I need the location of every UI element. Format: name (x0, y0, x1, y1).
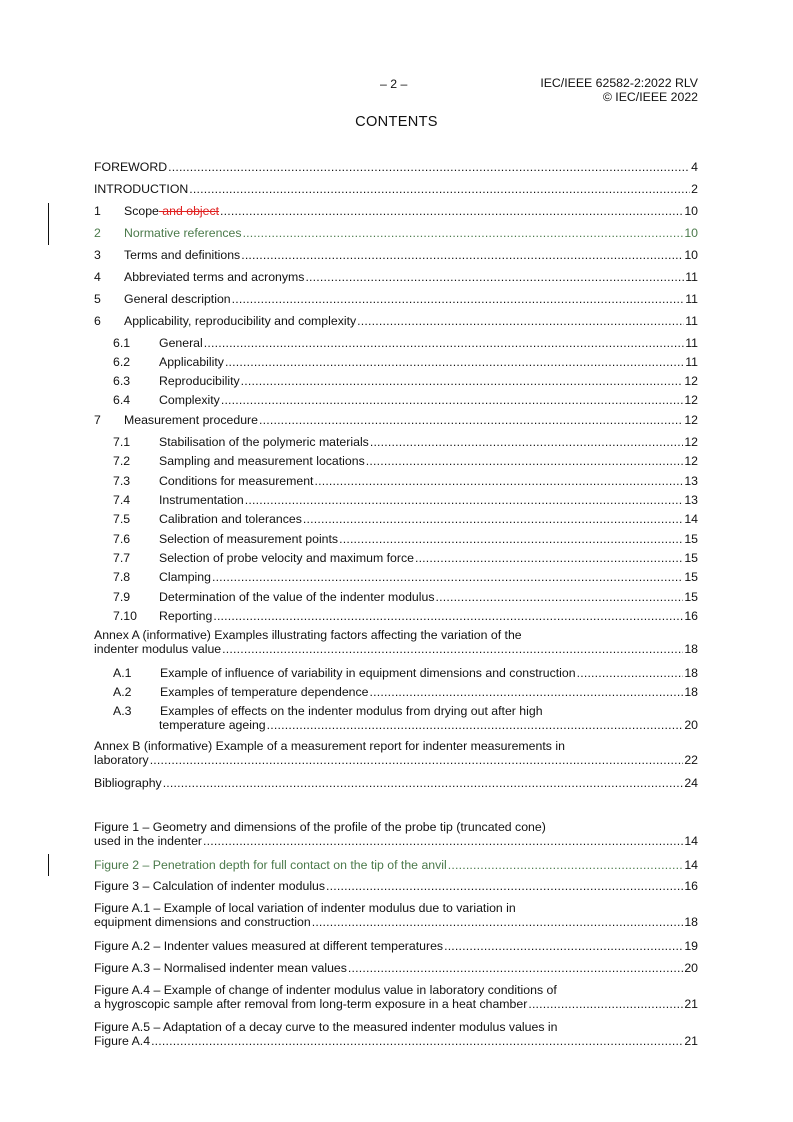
dot-leader (528, 997, 683, 1011)
toc-entry-number: 7.3 (113, 474, 131, 488)
toc-entry-number: 7.5 (113, 512, 131, 526)
toc-entry-page: 12 (684, 393, 698, 407)
page-header (0, 77, 793, 117)
dot-leader (370, 685, 684, 699)
toc-entry-title-line1: Examples of effects on the indenter modulus from drying out after high (160, 704, 543, 718)
dot-leader (204, 336, 684, 350)
toc-entry-title: Applicability (159, 355, 224, 369)
dot-leader (267, 718, 684, 732)
toc-figure-a-4[interactable] (94, 983, 698, 1011)
page-number: – 2 – (380, 77, 408, 91)
toc-entry-title: Selection of probe velocity and maximum force (159, 551, 414, 565)
dot-leader (168, 160, 690, 174)
dot-leader (314, 474, 683, 488)
toc-entry-title: Bibliography (94, 776, 162, 790)
dot-leader (577, 666, 684, 680)
toc-figure-a-3[interactable] (94, 961, 698, 975)
toc-entry-number: 6.2 (113, 355, 131, 369)
toc-entry-annex-a[interactable] (94, 628, 698, 656)
dot-leader (222, 642, 683, 656)
dot-leader (245, 493, 684, 507)
toc-entry-6-4-complexity[interactable] (94, 393, 698, 407)
figure-title: Figure 3 – Calculation of indenter modulus (94, 879, 326, 893)
toc-entry-7-10[interactable] (94, 609, 698, 623)
figure-title-line1: Figure A.5 – Adaptation of a decay curve to the measured indenter modulus values in (94, 1020, 558, 1034)
toc-entry-title: Reproducibility (159, 374, 240, 388)
figure-title-line2: a hygroscopic sample after removal from long-term exposure in a heat chamber (94, 997, 528, 1011)
toc-entry-page: 10 (684, 248, 698, 262)
toc-entry-page: 20 (684, 718, 698, 732)
toc-entry-number: 6.4 (113, 393, 131, 407)
toc-entry-page: 24 (684, 776, 698, 790)
toc-entry-page: 10 (684, 204, 698, 218)
toc-entry-title: Examples of temperature dependence (160, 685, 369, 699)
toc-entry-number: 7 (94, 413, 101, 427)
toc-entry-page: 15 (684, 570, 698, 584)
toc-entry-title-line2: indenter modulus value (94, 642, 222, 656)
toc-entry-6-2-applicability[interactable] (94, 355, 698, 369)
figure-title-line2: Figure A.4 (94, 1034, 151, 1048)
figure-page: 21 (684, 997, 698, 1011)
toc-entry-7-2[interactable] (94, 454, 698, 468)
toc-entry-applicability-section[interactable] (94, 314, 698, 328)
dot-leader (212, 570, 683, 584)
figure-page: 19 (684, 939, 698, 953)
toc-entry-title: Stabilisation of the polymeric materials (159, 435, 369, 449)
toc-entry-number: A.3 (113, 704, 132, 718)
toc-entry-page: 15 (684, 551, 698, 565)
toc-entry-number: 7.9 (113, 590, 131, 604)
toc-entry-6-3-reproducibility[interactable] (94, 374, 698, 388)
toc-figure-1[interactable] (94, 820, 698, 848)
dot-leader (189, 182, 690, 196)
toc-entry-title: Complexity (159, 393, 220, 407)
toc-figure-a-5[interactable] (94, 1020, 698, 1048)
figure-page: 21 (684, 1034, 698, 1048)
dot-leader (370, 435, 683, 449)
toc-entry-page: 15 (684, 590, 698, 604)
toc-entry-title: Applicability, reproducibility and complexity (124, 314, 357, 328)
toc-entry-measurement-procedure[interactable] (94, 413, 698, 427)
toc-entry-title: Measurement procedure (124, 413, 258, 427)
toc-entry-7-5[interactable] (94, 512, 698, 526)
change-bar-figure-2 (48, 854, 49, 876)
dot-leader (163, 776, 684, 790)
figure-page: 16 (684, 879, 698, 893)
dot-leader (150, 753, 684, 767)
dot-leader (259, 413, 683, 427)
toc-entry-number: 7.8 (113, 570, 131, 584)
toc-entry-7-3[interactable] (94, 474, 698, 488)
figure-title-line1: Figure 1 – Geometry and dimensions of the profile of the probe tip (truncated cone) (94, 820, 546, 834)
toc-entry-number: 7.4 (113, 493, 131, 507)
deleted-text: and object (158, 204, 220, 218)
figure-title-line2: used in the indenter (94, 834, 203, 848)
figure-page: 14 (684, 858, 698, 872)
toc-entry-number: 7.7 (113, 551, 131, 565)
toc-entry-title: General description (124, 292, 231, 306)
toc-entry-number: A.1 (113, 666, 132, 680)
toc-entry-number: 3 (94, 248, 101, 262)
toc-entry-number: 7.2 (113, 454, 131, 468)
dot-leader (225, 355, 684, 369)
toc-entry-page: 12 (684, 374, 698, 388)
toc-entry-number: 4 (94, 270, 101, 284)
toc-entry-page: 2 (691, 182, 698, 196)
toc-entry-title: Selection of measurement points (159, 532, 339, 546)
toc-entry-page: 11 (685, 292, 698, 306)
dot-leader (213, 609, 683, 623)
toc-entry-number: 6 (94, 314, 101, 328)
toc-entry-7-9[interactable] (94, 590, 698, 604)
toc-entry-title: Abbreviated terms and acronyms (124, 270, 305, 284)
toc-entry-page: 11 (685, 355, 698, 369)
figure-page: 14 (684, 834, 698, 848)
toc-entry-page: 13 (684, 493, 698, 507)
toc-entry-7-8[interactable] (94, 570, 698, 584)
figure-title-line2: equipment dimensions and construction (94, 915, 311, 929)
toc-figure-2[interactable] (94, 858, 698, 872)
toc-entry-page: 13 (684, 474, 698, 488)
toc-figure-a-1[interactable] (94, 901, 698, 929)
toc-title: CONTENTS (355, 114, 438, 130)
toc-entry-number: 7.1 (113, 435, 131, 449)
toc-entry-page: 16 (684, 609, 698, 623)
toc-entry-title-line2: temperature ageing (159, 718, 266, 732)
toc-entry-title: Determination of the value of the indenter modulus (159, 590, 435, 604)
dot-leader (220, 204, 683, 218)
dot-leader (305, 270, 684, 284)
toc-entry-page: 4 (691, 160, 698, 174)
toc-figure-3[interactable] (94, 879, 698, 893)
toc-entry-page: 15 (684, 532, 698, 546)
toc-entry-terms-and-definitions[interactable] (94, 248, 698, 262)
toc-entry-normative-references[interactable] (94, 226, 698, 240)
dot-leader (357, 314, 684, 328)
toc-entry-7-6[interactable] (94, 532, 698, 546)
toc-entry-page: 18 (684, 666, 698, 680)
dot-leader (448, 858, 684, 872)
toc-entry-number: 7.6 (113, 532, 131, 546)
toc-entry-number: A.2 (113, 685, 132, 699)
copyright-line: © IEC/IEEE 2022 (602, 89, 698, 104)
dot-leader (339, 532, 683, 546)
dot-leader (303, 512, 683, 526)
toc-entry-title: Instrumentation (159, 493, 244, 507)
dot-leader (221, 393, 683, 407)
figure-title: Figure A.2 – Indenter values measured at different temperatures (94, 939, 444, 953)
toc-entry-title-line1: Annex A (informative) Examples illustrating factors affecting the variation of the (94, 628, 522, 642)
toc-entry-title: General (159, 336, 203, 350)
toc-entry-title: Reporting (159, 609, 213, 623)
toc-entry-7-4[interactable] (94, 493, 698, 507)
toc-entry-page: 12 (684, 435, 698, 449)
toc-entry-abbreviated-terms[interactable] (94, 270, 698, 284)
change-bar-sections (48, 203, 49, 245)
toc-entry-page: 18 (684, 642, 698, 656)
toc-entry-title: Clamping (159, 570, 211, 584)
figure-page: 18 (684, 915, 698, 929)
toc-entry-introduction[interactable] (94, 182, 698, 196)
toc-entry-page: 10 (684, 226, 698, 240)
dot-leader (232, 292, 685, 306)
toc-entry-title: Sampling and measurement locations (159, 454, 365, 468)
toc-entry-page: 11 (685, 270, 698, 284)
toc-entry-general-description[interactable] (94, 292, 698, 306)
document-number: IEC/IEEE 62582-2:2022 RLV (540, 76, 698, 90)
toc-entry-7-1[interactable] (94, 435, 698, 449)
toc-entry-number: 2 (94, 226, 101, 240)
toc-entry-number: 6.3 (113, 374, 131, 388)
figure-title: Figure A.3 – Normalised indenter mean values (94, 961, 347, 975)
document-identifier (540, 77, 698, 104)
dot-leader (348, 961, 683, 975)
toc-entry-title: Scope and object (124, 204, 220, 218)
toc-entry-title-line2: laboratory (94, 753, 149, 767)
toc-entry-title: INTRODUCTION (94, 182, 189, 196)
toc-entry-title-line1: Annex B (informative) Example of a measurement report for indenter measurements in (94, 739, 565, 753)
toc-entry-title: FOREWORD (94, 160, 168, 174)
toc-entry-page: 14 (684, 512, 698, 526)
toc-entry-6-1-general[interactable] (94, 336, 698, 350)
toc-entry-title: Terms and definitions (124, 248, 241, 262)
toc-entry-number: 5 (94, 292, 101, 306)
toc-entry-7-7[interactable] (94, 551, 698, 565)
toc-entry-page: 22 (684, 753, 698, 767)
toc-entry-number: 1 (94, 204, 101, 218)
dot-leader (203, 834, 683, 848)
toc-entry-page: 18 (684, 685, 698, 699)
toc-entry-number: 7.10 (113, 609, 137, 623)
figure-title-line1: Figure A.1 – Example of local variation of indenter modulus due to variation in (94, 901, 516, 915)
toc-entry-a-2[interactable] (94, 685, 698, 699)
toc-entry-title: Calibration and tolerances (159, 512, 302, 526)
toc-entry-page: 11 (685, 314, 698, 328)
toc-entry-annex-b[interactable] (94, 739, 698, 767)
dot-leader (243, 226, 684, 240)
toc-entry-page: 12 (684, 454, 698, 468)
toc-entry-page: 12 (684, 413, 698, 427)
dot-leader (151, 1034, 683, 1048)
toc-entry-title: Normative references (124, 226, 242, 240)
dot-leader (435, 590, 683, 604)
toc-entry-a-1[interactable] (94, 666, 698, 680)
figure-page: 20 (684, 961, 698, 975)
dot-leader (241, 374, 684, 388)
toc-entry-bibliography[interactable] (94, 776, 698, 790)
toc-entry-title: Example of influence of variability in equipment dimensions and construction (160, 666, 576, 680)
toc-entry-foreword[interactable] (94, 160, 698, 174)
figure-title-line1: Figure A.4 – Example of change of indenter modulus value in laboratory conditions of (94, 983, 557, 997)
dot-leader (444, 939, 683, 953)
dot-leader (366, 454, 684, 468)
dot-leader (326, 879, 683, 893)
dot-leader (415, 551, 683, 565)
toc-entry-page: 11 (685, 336, 698, 350)
toc-figure-a-2[interactable] (94, 939, 698, 953)
toc-entry-scope[interactable] (94, 204, 698, 218)
figure-title: Figure 2 – Penetration depth for full contact on the tip of the anvil (94, 858, 447, 872)
toc-entry-number: 6.1 (113, 336, 131, 350)
dot-leader (312, 915, 684, 929)
toc-entry-a-3[interactable] (94, 704, 698, 732)
toc-entry-title: Conditions for measurement (159, 474, 314, 488)
dot-leader (241, 248, 683, 262)
